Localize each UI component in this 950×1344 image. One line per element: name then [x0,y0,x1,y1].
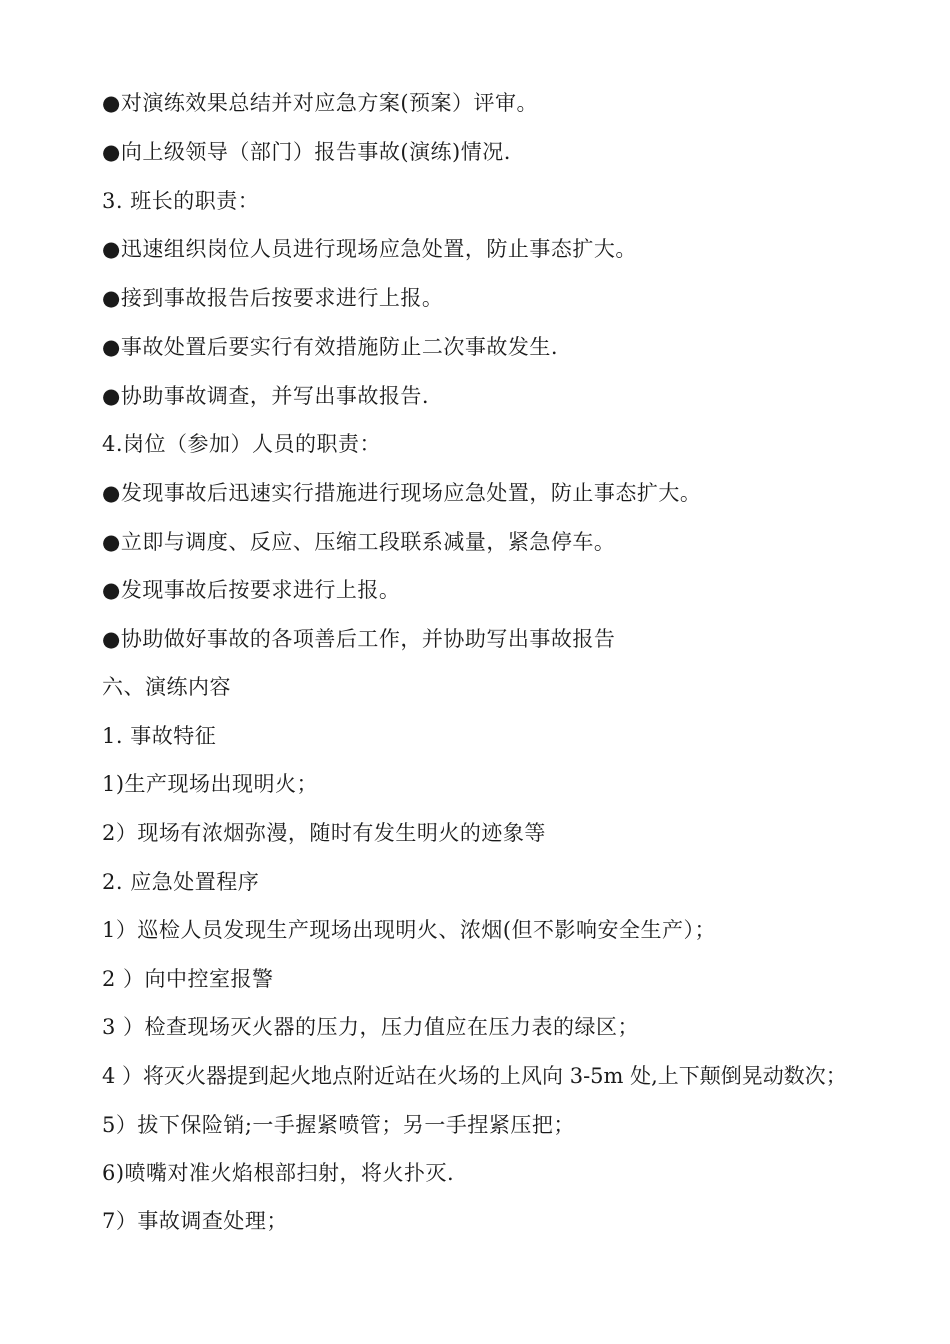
text-line-7: ●协助事故调查，并写出事故报告. [102,384,429,408]
text-line-21: 4 ）将灭火器提到起火地点附近站在火场的上风向 3-5m 处,上下颠倒晃动数次； [102,1064,847,1088]
text-line-19: 2 ）向中控室报警 [102,967,274,991]
text-line-15: 1)生产现场出现明火； [102,772,319,796]
text-line-4: ●迅速组织岗位人员进行现场应急处置，防止事态扩大。 [102,237,637,261]
text-line-5: ●接到事故报告后按要求进行上报。 [102,286,444,310]
text-line-9: ●发现事故后迅速实行措施进行现场应急处置，防止事态扩大。 [102,481,702,505]
section-heading-drill-content: 六、演练内容 [102,675,231,699]
text-line-10: ●立即与调度、反应、压缩工段联系减量，紧急停车。 [102,530,616,554]
text-line-24: 7）事故调查处理； [102,1209,288,1233]
text-line-11: ●发现事故后按要求进行上报。 [102,578,401,602]
text-line-6: ●事故处置后要实行有效措施防止二次事故发生. [102,335,558,359]
section-heading-monitor-duties: 3. 班长的职责： [102,189,260,213]
text-line-12: ●协助做好事故的各项善后工作，并协助写出事故报告 [102,627,616,651]
text-line-16: 2）现场有浓烟弥漫，随时有发生明火的迹象等 [102,821,546,845]
text-line-1: ●对演练效果总结并对应急方案(预案）评审。 [102,91,539,115]
subsection-heading-accident-features: 1. 事故特征 [102,724,217,748]
section-heading-post-duties: 4.岗位（参加）人员的职责： [102,432,382,456]
text-line-23: 6)喷嘴对准火焰根部扫射，将火扑灭. [102,1161,455,1185]
text-line-18: 1）巡检人员发现生产现场出现明火、浓烟(但不影响安全生产）； [102,918,717,942]
text-line-20: 3 ）检查现场灭火器的压力，压力值应在压力表的绿区； [102,1015,640,1039]
subsection-heading-emergency-procedure: 2. 应急处置程序 [102,870,260,894]
text-line-2: ●向上级领导（部门）报告事故(演练)情况. [102,140,511,164]
text-line-22: 5）拔下保险销;一手握紧喷管；另一手捏紧压把； [102,1113,575,1137]
